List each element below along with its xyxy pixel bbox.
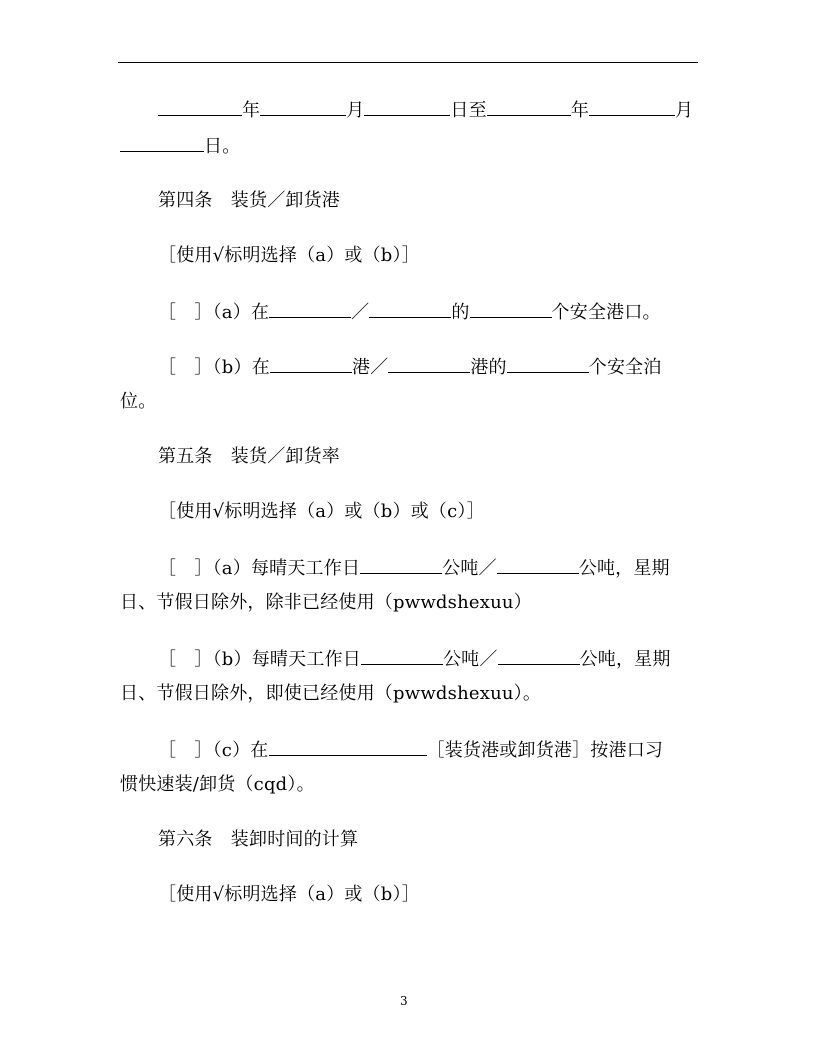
- blank-field: [158, 98, 242, 116]
- blank-field: [589, 98, 675, 116]
- blank-field: [269, 300, 351, 318]
- option-text: 个安全港口。: [551, 302, 661, 323]
- option-text: 公吨／: [442, 649, 498, 670]
- article-6-instruction: ［使用√标明选择（a）或（b）］: [158, 884, 420, 905]
- option-text: 个安全泊: [588, 357, 662, 378]
- option-text: （b）每晴天工作日: [212, 649, 361, 670]
- article-4-option-a: [158, 300, 661, 324]
- article-5-option-c: [158, 738, 663, 762]
- checkbox-bracket[interactable]: ［ ］: [158, 740, 213, 761]
- option-text: 公吨，星期: [578, 558, 670, 579]
- blank-field: [364, 98, 450, 116]
- article-5-option-a-cont: 日、节假日除外，除非已经使用（pwwdshexuu）: [120, 592, 532, 613]
- article-4-option-b-cont: 位。: [120, 391, 157, 412]
- blank-field: [507, 355, 589, 373]
- checkbox-bracket[interactable]: ［ ］: [158, 357, 213, 378]
- article-4-title: 第四条 装货／卸货港: [158, 190, 340, 211]
- article-5-instruction: ［使用√标明选择（a）或（b）或（c）］: [158, 501, 485, 522]
- option-text: 港的: [470, 357, 507, 378]
- option-text: 公吨／: [442, 558, 497, 579]
- blank-field: [369, 300, 451, 318]
- option-text: （a）在: [212, 302, 270, 323]
- option-text: （c）在: [212, 740, 269, 761]
- article-4-instruction: ［使用√标明选择（a）或（b）］: [158, 245, 420, 266]
- checkbox-bracket[interactable]: ［ ］: [158, 558, 213, 579]
- blank-field: [361, 647, 443, 665]
- blank-field: [269, 738, 427, 756]
- blank-field: [120, 134, 204, 152]
- date-label: 月: [346, 100, 365, 121]
- blank-field: [260, 98, 346, 116]
- option-text: ／: [351, 302, 370, 323]
- option-text: 港／: [351, 357, 389, 378]
- article-5-option-b-cont: 日、节假日除外，即使已经使用（pwwdshexuu）。: [120, 683, 542, 704]
- blank-field: [498, 647, 580, 665]
- date-range-line-cont: [120, 134, 240, 158]
- blank-field: [487, 98, 571, 116]
- article-5-option-b: [158, 647, 671, 671]
- option-text: 公吨，星期: [579, 649, 671, 670]
- option-text: （b）在: [212, 357, 270, 378]
- option-text: （a）每晴天工作日: [212, 558, 361, 579]
- date-range-line: [158, 98, 693, 122]
- date-label: 月: [675, 100, 694, 121]
- article-5-option-c-cont: 惯快速装/卸货（cqd）。: [120, 774, 315, 795]
- option-text: 的: [451, 302, 470, 323]
- page-number: 3: [400, 994, 408, 1008]
- blank-field: [470, 300, 552, 318]
- article-5-title: 第五条 装货／卸货率: [158, 446, 340, 467]
- checkbox-bracket[interactable]: ［ ］: [158, 649, 213, 670]
- date-label: 日。: [204, 136, 241, 157]
- checkbox-bracket[interactable]: ［ ］: [158, 302, 213, 323]
- article-6-title: 第六条 装卸时间的计算: [158, 829, 359, 850]
- date-label: 年: [570, 100, 590, 121]
- article-5-option-a: [158, 556, 670, 580]
- date-label: 年: [242, 100, 261, 121]
- date-label: 日至: [450, 100, 487, 121]
- blank-field: [497, 556, 579, 574]
- blank-field: [388, 355, 470, 373]
- option-text: ［装货港或卸货港］按港口习: [426, 740, 664, 761]
- blank-field: [360, 556, 442, 574]
- article-4-option-b: [158, 355, 662, 379]
- blank-field: [270, 355, 352, 373]
- header-rule: [118, 62, 698, 63]
